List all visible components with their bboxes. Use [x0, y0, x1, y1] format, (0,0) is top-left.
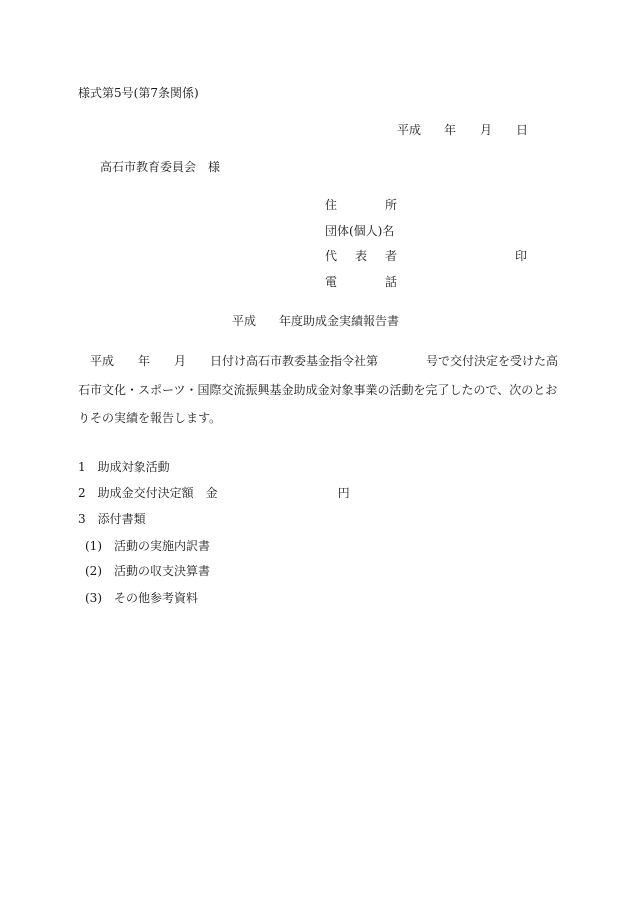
- body-line-1: 平成 年 月 日付け高石市教委基金指令社第 号で交付決定を受けた高: [78, 354, 559, 368]
- item-subsidized-activity: 1 助成対象活動: [78, 460, 170, 474]
- item-grant-amount: 2 助成金交付決定額 金 円: [78, 486, 350, 500]
- body-line-3: りその実績を報告します。: [78, 411, 222, 425]
- representative-label-1: 代: [325, 249, 338, 263]
- report-title: [232, 314, 400, 356]
- attachment-item: (1) 活動の実施内訳書: [85, 539, 210, 553]
- title-era: 平成: [232, 314, 257, 328]
- attachment-item: (2) 活動の収支決算書: [85, 564, 210, 578]
- title-rest: 年度助成金実績報告書: [279, 314, 400, 328]
- date-era: 平成: [397, 123, 422, 137]
- phone-label-end: 話: [385, 275, 398, 289]
- address-label-start: 住: [325, 198, 338, 212]
- org-label: 団体(個人)名: [325, 224, 395, 238]
- address-label-end: 所: [385, 198, 398, 212]
- representative-label-2: 表: [355, 249, 368, 263]
- date-day: 日: [516, 123, 529, 137]
- representative-label-3: 者: [385, 249, 398, 263]
- representative-row: [325, 249, 535, 263]
- address-row: [325, 198, 535, 212]
- phone-label-start: 電: [325, 275, 338, 289]
- phone-row: [325, 275, 535, 289]
- item-attachments: 3 添付書類: [78, 512, 146, 526]
- date-year: 年: [444, 123, 457, 137]
- report-date: [397, 123, 529, 193]
- body-line-2: 石市文化・スポーツ・国際交流振興基金助成金対象事業の活動を完了したので、次のとお: [78, 383, 558, 397]
- form-label: 様式第5号(第7条関係): [78, 86, 199, 100]
- attachment-item: (3) その他参考資料: [85, 591, 198, 605]
- date-month: 月: [480, 123, 493, 137]
- org-row: [325, 224, 535, 238]
- addressee: 高石市教育委員会 様: [100, 160, 221, 174]
- seal-mark: 印: [515, 249, 528, 263]
- applicant-block: [325, 198, 535, 298]
